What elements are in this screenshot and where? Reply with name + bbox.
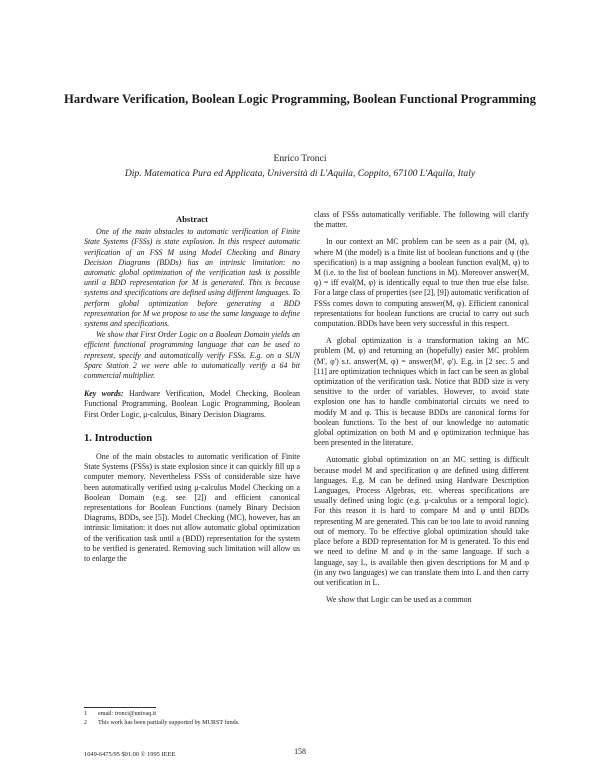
footnote-divider — [84, 707, 156, 708]
left-column — [84, 214, 300, 564]
body-paragraph: A global optimization is a transformation taking an MC problem (M, φ) and returning an (hopefully) easier MC problem (M', φ') s.t. answer(M, φ) = answer(M', φ'). E.g. in [2 sec. 5 and [11] are optimization techniques which in fact can be seen as global optimization of the verification task. Notice that BDD size is very sensitive to the order of variables. However, to avoid state explosion one has to handle combinatorial circuits we need to modify M and φ. This is because BDDs are canonical forms for boolean functions. To the best of our knowledge no automatic global optimization on both M and φ optimization technique has been presented in the literature. — [314, 336, 529, 448]
keywords-label: Key words: — [84, 389, 124, 399]
isbn-line: 1049-6475/95 $01.00 © 1995 IEEE — [84, 751, 176, 758]
abstract-heading: Abstract — [176, 214, 208, 224]
abstract-paragraph: We show that First Order Logic on a Boolean Domain yields an efficient functional programming language that can be used to represent, specify and automatically verify FSSs. E.g. on a SUN Sparc Station 2 we were able to automatically verify a 64 bit commercial multiplier. — [84, 330, 300, 381]
body-paragraph: In our context an MC problem can be seen as a pair (M, φ), where M (the model) is a finite list of boolean functions and φ (the specification) is a map assigning a boolean function eval(M, φ) to M (i.e. to the list of boolean functions in M). Moreover answer(M, φ) = iff eval(M, φ) is identically equal to true then true else false. For a large class of properties (see [2], [9]) automatic verification of FSSs comes down to computing answer(M, φ). Efficient canonical representations for boolean functions are crucial to carry out such computation. BDDs have been very successful in this respect. — [314, 237, 530, 329]
body-paragraph: Automatic global optimization on an MC setting is difficult because model M and specification φ are defined using different languages. E.g. M can be defined using Hardware Description Languages, Process Algebras, etc. whereas specifications are usually defined using logic (e.g. μ-calculus or a temporal logic). For this reason it is hard to compare M and φ until BDDs representing M are generated. This can be too late to avoid running out of memory. To be effective global optimization should take place before a BDD representation for M is generated. To this end we need to define M and φ in the same language. If such a language, say L, is available then given descriptions for M and φ (in any two languages) we can translate them into L and then carry out verification in L. — [314, 455, 529, 587]
abstract-paragraph: One of the main obstacles to automatic verification of Finite State Systems (FSSs) is state explosion. In this respect automatic verification of an FSS M using Model Checking and Binary Decision Diagrams (BDDs) has an intrinsic limitation: no automatic global optimization of the verification task is possible until a BDD representation for M is generated. This is because systems and specifications are defined using different languages. To perform global optimization before generating a BDD representation for M we propose to use the same language to define systems and specifications. — [84, 227, 300, 329]
author-name: Enrico Tronci — [273, 153, 327, 164]
abstract-section — [84, 214, 300, 381]
footnote-mark: 2 — [84, 719, 88, 726]
footnote-text: email: tronci@univaq.it — [98, 711, 157, 717]
introduction-paragraph: One of the main obstacles to automatic verification of Finite State Systems (FSSs) is state explosion since it can quickly fill up a computer memory. Nevertheless FSSs of considerable size have been automatically verified using μ-calculus Model Checking on a Boolean Domain (e.g. see [2]) and efficient canonical representations for Boolean Functions (namely Binary Decision Diagrams, BDDs, see [5]). Model Checking (MC), however, has an intrinsic limitation: it does not allow automatic global optimization of the verification task until a (BDD) representation for the system to be verified is generated. Removing such limitation will allow us to enlarge the — [84, 452, 300, 564]
footnote-text: This work has been partially supported by MURST funds. — [98, 719, 240, 726]
right-column — [314, 210, 529, 612]
body-paragraph: We show that Logic can be used as a common — [326, 595, 472, 605]
section-heading-introduction: 1. Introduction — [84, 432, 153, 444]
author-affiliation: Dip. Matematica Pura ed Applicata, Università di L'Aquila, Coppito, 67100 L'Aquila, Italy — [124, 168, 476, 179]
keywords-text: Hardware Verification, Model Checking, Boolean Functional Programming, Boolean Logic Programming, Boolean First Order Logic, μ-calculus, Binary Decision Diagrams. — [84, 389, 300, 419]
footnote — [84, 719, 300, 728]
page-number: 158 — [294, 747, 306, 756]
footnote-mark: 1 — [84, 711, 88, 717]
paper-title: Hardware Verification, Boolean Logic Programming, Boolean Functional Programming — [64, 92, 536, 106]
footnote — [84, 710, 300, 719]
keywords — [84, 389, 300, 420]
footnotes — [84, 710, 300, 727]
body-paragraph: class of FSSs automatically verifiable. The following will clarify the matter. — [314, 210, 529, 230]
